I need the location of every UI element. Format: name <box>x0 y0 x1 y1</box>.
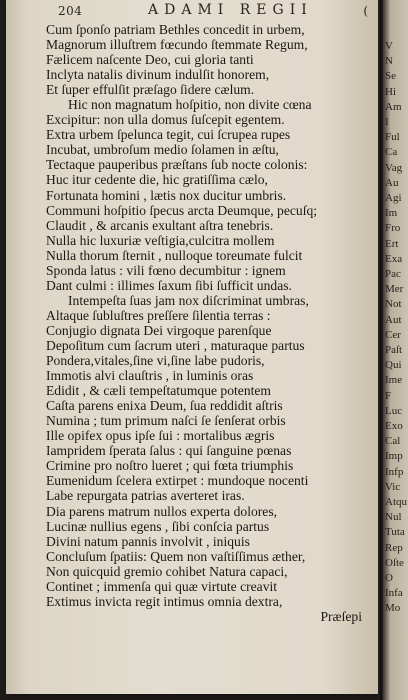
verse-line: Et ſuper effulſit præſago ſidere cælum. <box>46 82 255 98</box>
facing-line-fragment: Oſte <box>385 556 404 569</box>
verse-line: Altaque ſubluſtres preſſere ſilentia terras : <box>46 307 271 323</box>
verse-line: Divini natum pannis involvit , iniquis <box>46 533 250 549</box>
verse-line: Lucinæ nullius egens , ſibi conſcia partus <box>46 518 270 534</box>
verse-line: Immotis alvi clauſtris , in luminis oras <box>46 368 254 384</box>
left-page <box>6 0 378 694</box>
facing-line-fragment: F <box>385 389 392 402</box>
page-header <box>58 2 368 20</box>
poem-text <box>46 22 372 624</box>
facing-line-fragment: N <box>385 55 393 68</box>
facing-line-fragment: Mo <box>385 602 401 615</box>
verse-line: Hic non magnatum hoſpitio, non divite cœna <box>68 97 312 113</box>
verse-line: Concluſum ſpatiis: Quem non vaſtiſſimus æther, <box>46 548 306 564</box>
verse-line: Huc itur cedente die, hic gratiſſima cælo, <box>46 172 268 188</box>
verse-line: Numina ; tum primum naſci ſe ſenſerat orbis <box>46 413 286 429</box>
verse-line: Dant culmi : illimes ſaxum ſibi ſufficit undas. <box>46 277 292 293</box>
facing-line-fragment: Atqu <box>385 496 407 508</box>
verse-line: Inclyta natalis divinum indulſit honorem, <box>46 67 270 83</box>
facing-line-fragment: Ime <box>385 374 403 387</box>
facing-line-fragment: Am <box>385 100 402 113</box>
facing-line-fragment: Mer <box>385 283 404 296</box>
verse-line: Caſta parens enixa Deum, ſua reddidit aſtris <box>46 398 283 414</box>
verse-line: Eumenidum ſcelera extirpet : mundoque nocenti <box>46 473 309 489</box>
facing-line-fragment: Tuta <box>385 526 405 539</box>
verse-line: Cum ſponſo patriam Bethles concedit in urbem, <box>46 22 305 37</box>
verse-line: Claudit , & arcanis exultant aſtra tenebris. <box>46 217 274 233</box>
facing-line-fragment: Paſt <box>385 344 403 356</box>
facing-line-fragment: Pac <box>385 268 401 280</box>
facing-line-fragment: Cal <box>385 435 401 448</box>
facing-line-fragment: Ca <box>385 146 398 159</box>
verse-line: Dia parens matrum nullos experta dolores, <box>46 503 278 519</box>
facing-line-fragment: Agi <box>385 192 402 204</box>
verse-line: Continet ; immenſa qui quæ virtute creavit <box>46 578 278 594</box>
verse-line: Communi hoſpitio ſpecus arcta Deumque, pecuſq; <box>46 202 318 218</box>
verse-line: Incubat, umbroſum medio ſolamen in æſtu, <box>46 142 279 158</box>
facing-line-fragment: Vag <box>385 161 403 174</box>
facing-line-fragment: Hi <box>385 85 396 98</box>
verse-line: Iampridem ſperata ſalus : qui ſanguine pœnas <box>46 443 292 459</box>
facing-line-fragment: Vic <box>385 480 401 493</box>
facing-line-fragment: Infp <box>385 465 404 478</box>
facing-line-fragment: Se <box>385 70 396 83</box>
facing-line-fragment: Rep <box>385 541 403 554</box>
facing-line-fragment: V <box>385 40 393 52</box>
facing-line-fragment: Infa <box>385 587 403 600</box>
verse-line: Extra urbem ſpelunca tegit, cui ſcrupea rupes <box>46 127 291 143</box>
verse-line: Depoſitum cum ſacrum uteri , maturaque partus <box>46 337 305 353</box>
verse-line: Fælicem naſcente Deo, cui gloria tanti <box>46 52 254 68</box>
verse-line: Labe repurgata patrias averteret iras. <box>46 488 245 504</box>
catchword: Præſepi <box>320 608 362 624</box>
verse-line: Conjugio dignata Dei virgoque parenſque <box>46 322 272 338</box>
facing-line-fragment: Im <box>385 207 398 220</box>
verse-line: Sponda latus : vili fœno decumbitur : ignem <box>46 262 286 278</box>
verse-line: Magnorum illuſtrem fœcundo ſtemmate Regum, <box>46 37 308 53</box>
verse-line: Fortunata homini , lætis nox ducitur umbris. <box>46 187 287 203</box>
verse-line: Nulla thorum ſternit , nulloque toreumate fulcit <box>46 247 303 263</box>
facing-line-fragment: I <box>385 116 389 128</box>
facing-page-fragment <box>383 0 408 700</box>
verse-line: Excipitur: non ulla domus ſuſcepit egentem. <box>46 112 285 128</box>
facing-line-fragment: Imp <box>385 450 403 463</box>
header-mark: ( <box>363 4 368 18</box>
verse-line: Intempeſta ſuas jam nox diſcriminat umbras, <box>68 292 309 308</box>
facing-line-fragment: Fro <box>385 222 401 235</box>
verse-line: Crimine pro noſtro lueret ; qui fœta triumphis <box>46 458 294 474</box>
facing-line-fragment: Not <box>385 298 402 311</box>
facing-line-fragment: Exa <box>385 252 403 265</box>
facing-line-fragment: O <box>385 572 393 584</box>
verse-line: Non quicquid gremio cohibet Natura capaci, <box>46 563 288 579</box>
facing-line-fragment: Nul <box>385 511 402 524</box>
verse-line: Tectaque pauperibus præſtans ſub nocte colonis: <box>46 157 308 173</box>
facing-line-fragment: Aut <box>385 313 402 326</box>
facing-line-fragment: Cer <box>385 328 401 341</box>
facing-line-fragment: Ert <box>385 237 399 250</box>
page-number: 204 <box>58 4 83 18</box>
facing-line-fragment: Ful <box>385 131 400 144</box>
facing-line-fragment: Exo <box>385 420 403 432</box>
facing-line-fragment: Qui <box>385 359 402 372</box>
facing-line-fragment: Luc <box>385 404 403 417</box>
verse-line: Edidit , & cæli tempeſtatumque potentem <box>46 383 272 399</box>
verse-line: Extimus invicta regit intimus omnia dextra, <box>46 593 283 609</box>
verse-line: Nulla hic luxuriæ veſtigia,culcitra mollem <box>46 232 275 248</box>
verse-line: Pondera,vitales,ſine vi,ſine labe pudoris, <box>46 353 265 369</box>
verse-line: Ille opifex opus ipſe ſui : mortalibus ægris <box>46 428 275 444</box>
facing-line-fragment: Au <box>385 176 399 189</box>
running-title: ADAMI REGII <box>148 2 313 18</box>
